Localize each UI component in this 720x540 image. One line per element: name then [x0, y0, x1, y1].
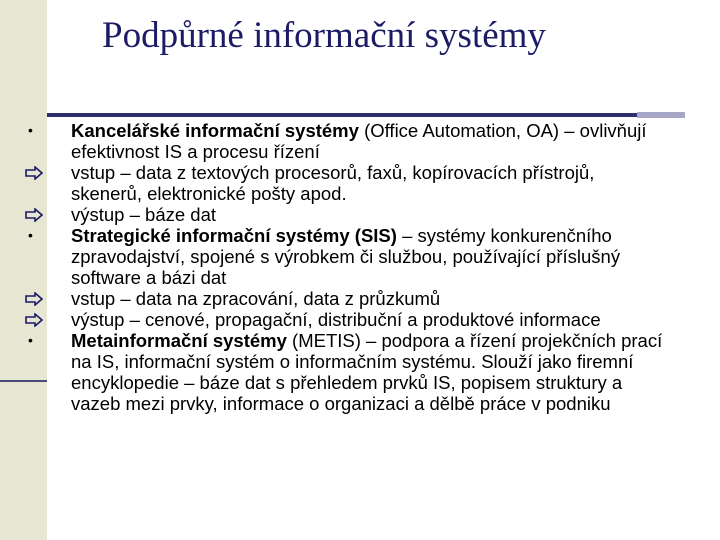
- bullet-list: [25, 120, 665, 414]
- title-underline-accent: [637, 112, 685, 118]
- bullet-text: (METIS) – podpora a řízení projekčních prací na IS, informační systém o informačním systému. Slouží jako firemní encyklopedie – báze dat s přehledem prvků IS, popisem struktury a vazeb mezi prvky, informace o organizaci a dělbě práce v podniku: [71, 330, 663, 414]
- sub-item-oa-output: [25, 204, 665, 225]
- sub-item-text: výstup – báze dat: [71, 204, 217, 225]
- sub-item-text: vstup – data na zpracování, data z průzkumů: [71, 288, 441, 309]
- sub-item-sis-output: [25, 309, 665, 330]
- bullet-text: (Office Automation, OA) – ovlivňují efektivnost IS a procesu řízení: [71, 120, 647, 162]
- title-underline: [47, 113, 637, 117]
- bullet-lead: Metainformační systémy: [71, 330, 287, 351]
- sub-item-text: výstup – cenové, propagační, distribuční a produktové informace: [71, 309, 601, 330]
- bullet-item-office-automation: [25, 120, 665, 162]
- bullet-lead: Strategické informační systémy (SIS): [71, 225, 397, 246]
- sub-item-sis-input: [25, 288, 665, 309]
- sub-item-text: vstup – data z textových procesorů, faxů, kopírovacích přístrojů, skenerů, elektronické pošty apod.: [71, 162, 595, 204]
- bullet-item-metis: [25, 330, 665, 414]
- bullet-dot-icon: •: [28, 122, 33, 138]
- bullet-dot-icon: •: [28, 332, 33, 348]
- bullet-dot-icon: •: [28, 227, 33, 243]
- slide-title: Podpůrné informační systémy: [102, 15, 546, 56]
- bullet-lead: Kancelářské informační systémy: [71, 120, 359, 141]
- bullet-item-sis: [25, 225, 665, 288]
- sub-item-oa-input: [25, 162, 665, 204]
- bullet-text: – systémy konkurenčního zpravodajství, spojené s výrobkem či službou, používající příslušný software a bázi dat: [71, 225, 621, 288]
